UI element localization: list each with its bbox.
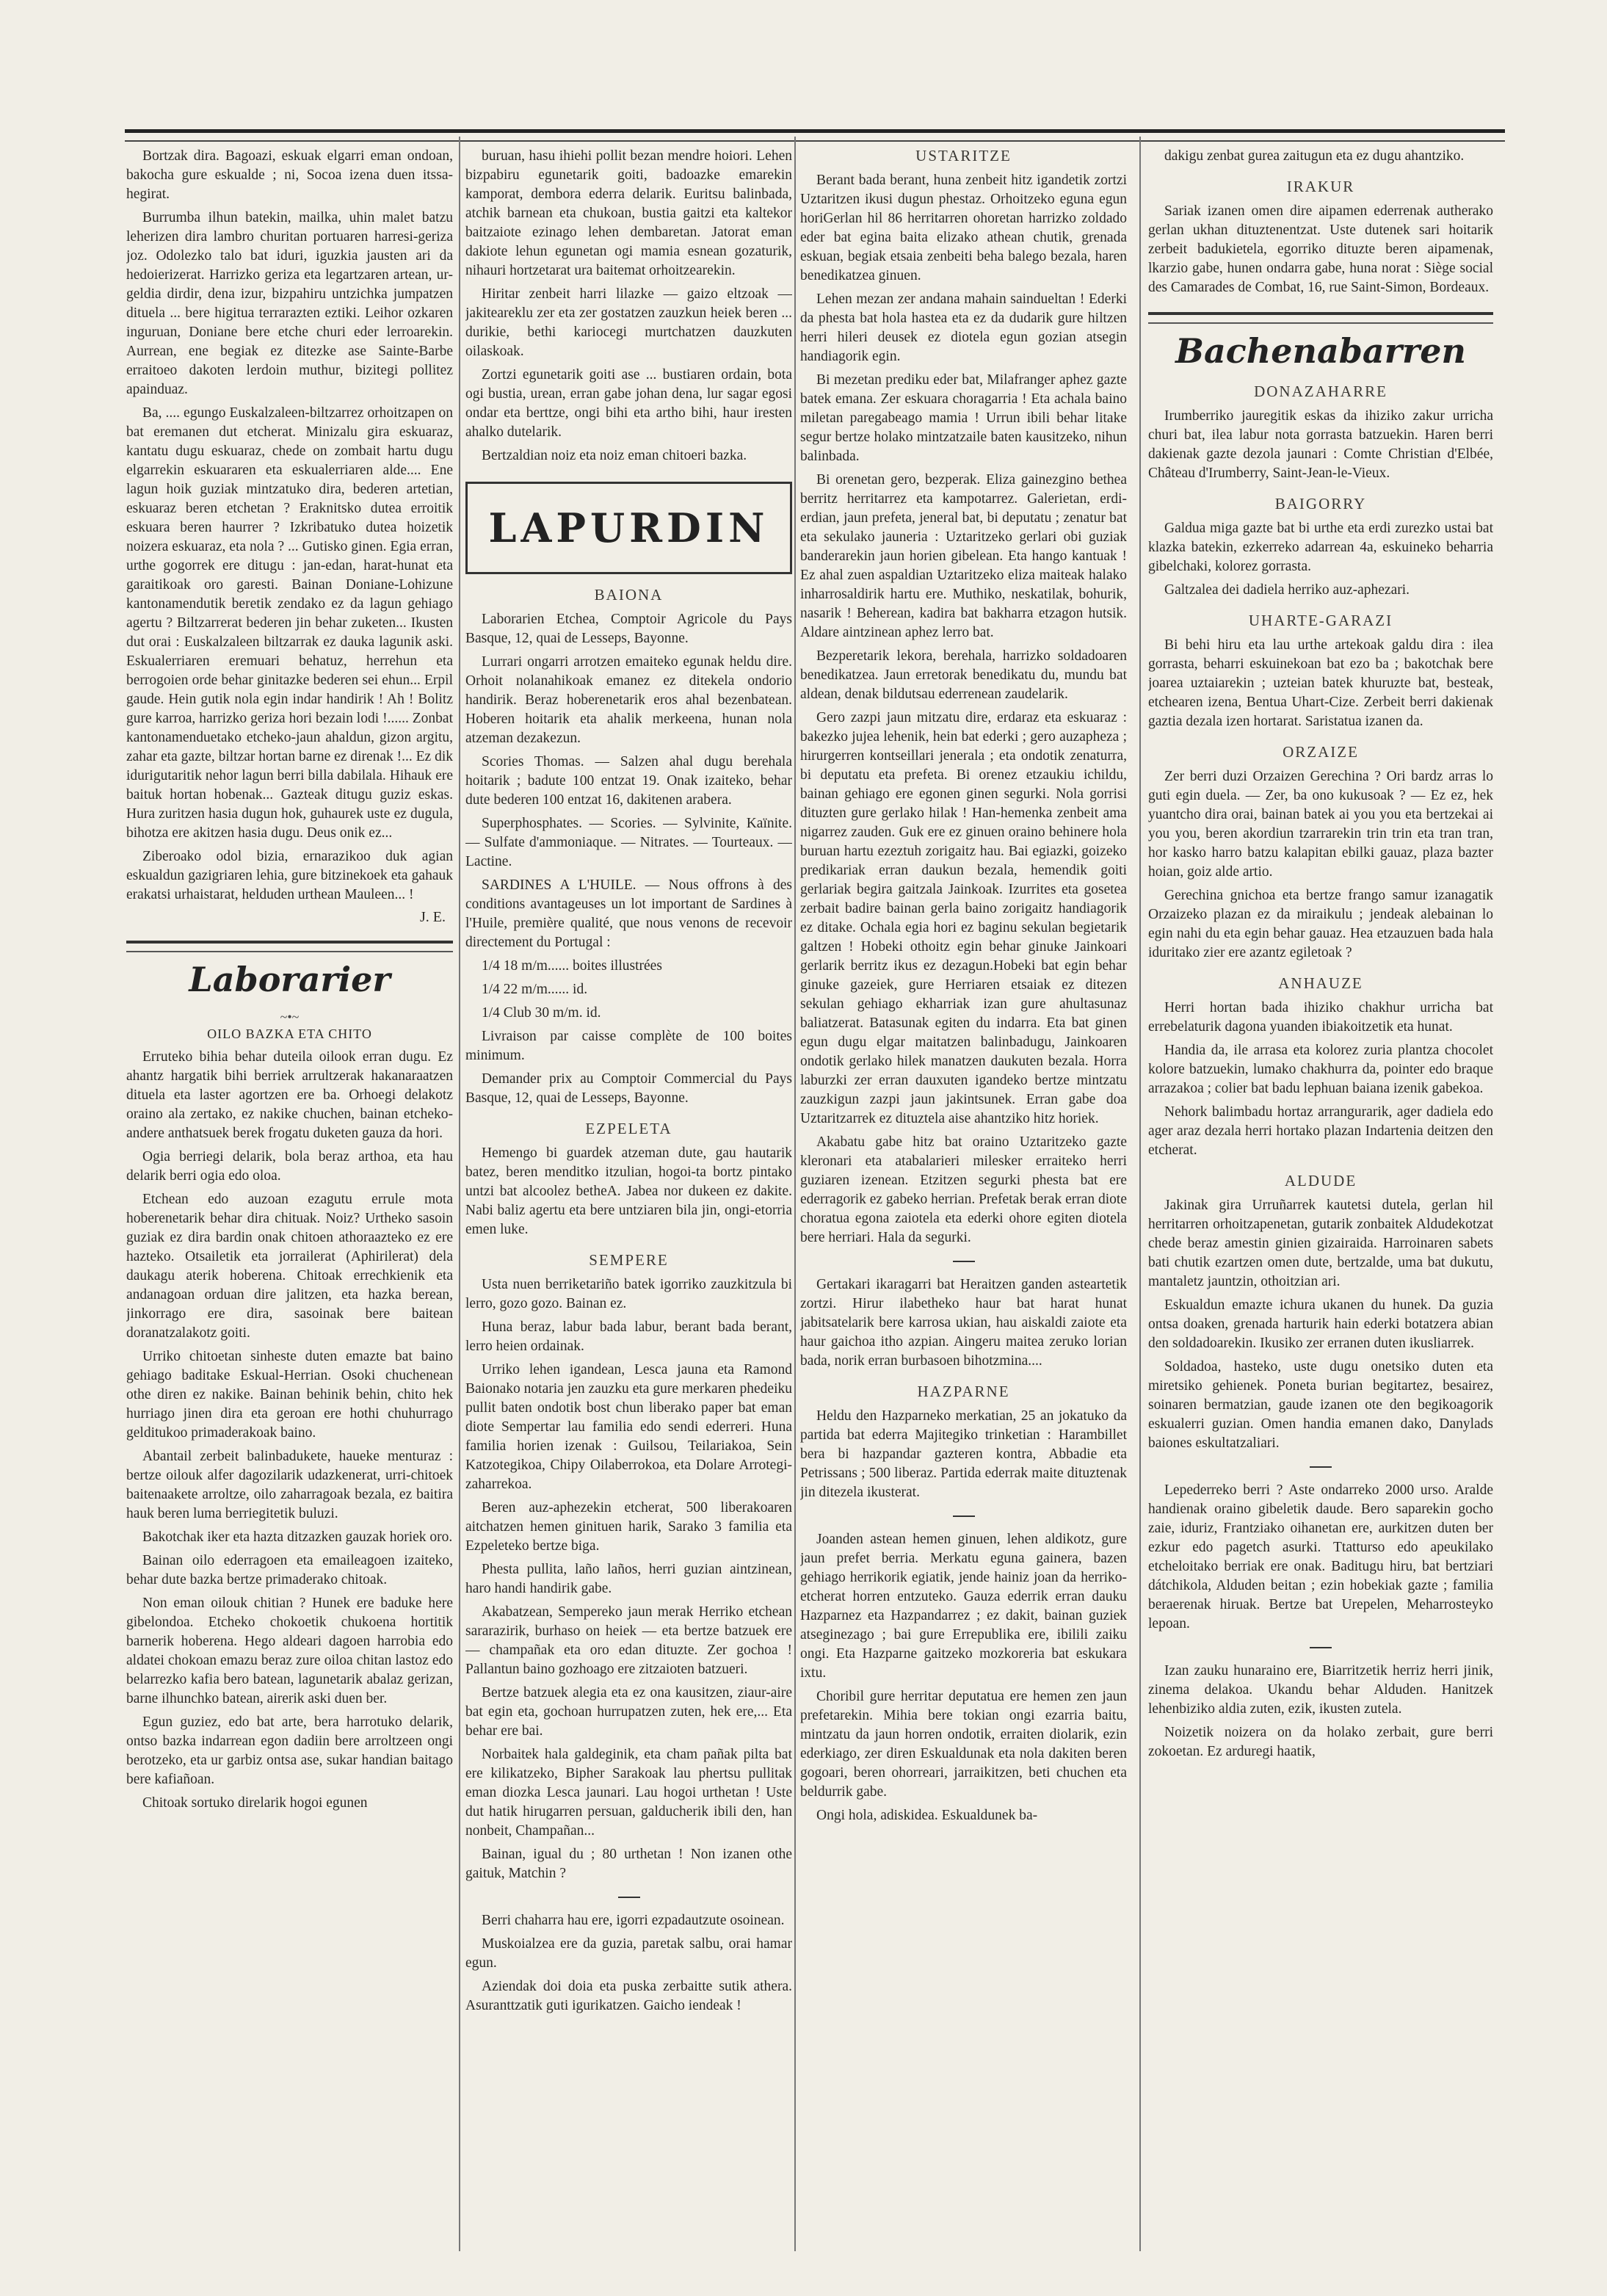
paragraph: Abantail zerbeit balinbadukete, haueke menturaz : bertze oilouk alfer dagozilarik udazkenerat, urri-chitoek baitenaakete arroltze, oilo zaharragoak bezala, ez baitira hauk beren luma berriegitetik buluzi. [126, 1449, 453, 1521]
paragraph: Izan zauku hunaraino ere, Biarritzetik herriz herri jinik, zinema delakoa. Ukandu behar Alduden. Hanitzek lehenbiziko aldia zuten, ezik, ikusten zutela. [1148, 1663, 1493, 1717]
separator [953, 1515, 975, 1517]
paragraph: Scories Thomas. — Salzen ahal dugu berehala hoitarik ; badute 100 entzat 19. Onak izaiteko, behar dute bederen 100 entzat 16, dakitenen arabera. [465, 754, 792, 808]
paragraph: Nehork balimbadu hortaz arrangurarik, ager dadiela edo ager araz dezala herri hortako plazan Indartenia deitzen den etcherat. [1148, 1104, 1493, 1158]
paragraph: Phesta pullita, laño laños, herri guzian aintzinean, haro handi handirik gabe. [465, 1562, 792, 1596]
column-3 [800, 147, 1127, 2261]
price-line: 1/4 22 m/m...... id. [482, 982, 588, 997]
place-heading-anhauze: ANHAUZE [1278, 974, 1363, 992]
place-heading-uharte-garazi: UHARTE-GARAZI [1248, 612, 1393, 629]
paragraph: Bi mezetan prediku eder bat, Milafranger aphez gazte batek emana. Zer eskuara choragarria ! Eta achala baino miletan paregabeago mamia ! Urrun ibili behar litake segur bertze holako mintzatzaile baten kausitzeko, nihun balinbada. [800, 372, 1127, 464]
paragraph: SARDINES A L'HUILE. — Nous offrons à des conditions avantageuses un lot important de Sardines à l'Huile, première qualité, que nous venons de recevoir directement du Portugal : [465, 877, 792, 950]
paragraph: Muskoialzea ere da guzia, paretak salbu, orai hamar egun. [465, 1936, 792, 1971]
ornament-icon: ~•~ [280, 1010, 300, 1024]
paragraph: dakigu zenbat gurea zaitugun eta ez dugu ahantziko. [1164, 148, 1465, 164]
top-rule [125, 129, 1505, 142]
paragraph: Burrumba ilhun batekin, mailka, uhin malet batzu leherizen dira lambro churitan portuaren harresi-geriza joz. Odolezko talo bat iduri, iguzkia jausten ari da hedoierizerat. Harrizko geriza eta legartzaren artean, ur-geldia dirdir, dena izur, bizpahiru untzichka jumpatzen dituela ... bere higitua terrarazten eztiki. Leihor ozkaren inguruan, Doniane bere etche churi eder lerroarekin. Aurrean, ene begiak ez ditezke ase Sainte-Barbe erraitoeo dakoten lerdoin muthur, bizitegi pollitez apainduaz. [126, 210, 453, 397]
paragraph: Bertzaldian noiz eta noiz eman chitoeri bazka. [482, 448, 747, 463]
article-heading: OILO BAZKA ETA CHITO [207, 1026, 372, 1041]
paragraph: Gertakari ikaragarri bat Heraitzen ganden asteartetik zortzi. Hirur ilabetheko haur bat harat hunat jabitsatelarik bere karrosa ukian, hau aiskaldi zaiote eta haur gaichoa itho azpian. Aingeru maitea zeruko lorian bada, norik erran burbasoen bihotzmina.... [800, 1277, 1127, 1369]
separator [1310, 1647, 1332, 1648]
paragraph: Demander prix au Comptoir Commercial du Pays Basque, 12, quai de Lesseps, Bayonne. [465, 1071, 792, 1106]
paragraph: Joanden astean hemen ginuen, lehen aldikotz, gure jaun prefet berria. Merkatu eguna gainera, bazen gehiago herrikorik egiatik, jende hainiz joan da herriko-etcherat horren entzuteko. Gauza ederrik erran dauku Hazparnez eta Hazpandarrez ; ez dakit, bainan guziek atseginezago ; bai gure Errepublika ere, ibilili zaiku ongi. Eta Hazparne gaitzeko mozkoreria bat eskukara ixtu. [800, 1532, 1127, 1681]
price-line: 1/4 Club 30 m/m. id. [482, 1005, 601, 1021]
paragraph: Herri hortan bada ihiziko chakhur urricha bat errebelaturik dagona yuanden ibiakoitzetik eta hunat. [1148, 1000, 1493, 1035]
paragraph: Urriko lehen igandean, Lesca jauna eta Ramond Baionako notaria jen zauzku eta gure merkaren phedeiku pullit baten ondotik bost chun liberako paper bat eman diote Sempertar lau familia edo sendi ederreri. Huna familia horien izenak : Guilsou, Teilariakoa, Sein Katzotegikoa, Chipy Oilaberrokoa, eta Dolare Arrotegi-zaharrekoa. [465, 1362, 792, 1492]
paragraph: Ongi hola, adiskidea. Eskualdunek ba- [816, 1808, 1038, 1823]
paragraph: Etchean edo auzoan ezagutu errule mota hoberenetarik behar dira chituak. Noiz? Urtheko sasoin guziak ez dira bardin onak chitoen athoraazteko ez ere hazteko. Otsailetik eta jorrailerat (Aphirilerat) dela daukagu aterik hoberena. Chitoak errechkienik eta andanagoan orduan dire jalitzen, eta hazka berean, jinkorrago ere dira, sasoinak bere baitean doranatzalakotz goiti. [126, 1192, 453, 1341]
paragraph: Bi orenetan gero, bezperak. Eliza gainezgino bethea berritz herritarrez eta kampotarrez. Galerietan, erdi-erdian, jaun prefeta, jeneral bat, bi deputatu ; zenatur bat eta sekulako jauneria : Uztaritzeko gerlari obi guziak banderarekin jaun horien gibelean. Eta hango kantuak ! Ez ahal zuen aspaldian Uztaritzeko eliza maiteak halako inharrosaldirik hartu ere. Muthiko, neskatilak, bohurik, nasarik ! Beherean, kadira bat bakharra etzagon hutsik. Aldare aintzinean aphez lerro bat. [800, 472, 1127, 640]
paragraph: Galdua miga gazte bat bi urthe eta erdi zurezko ustai bat klazka batekin, ezkerreko adarrean 4a, eskuineko beharria gibelchaki, kolorez gorrasta. [1148, 521, 1493, 574]
paragraph: Urriko chitoetan sinheste duten emazte bat baino gehiago baditake Eskual-Herrian. Osoki chuchenean othe diren ez nakike. Bainan behinik behin, chito hek hurriago jinen dira eta geroan ere hothi chuhurrago gelditukoo primaderakoak baino. [126, 1349, 453, 1441]
paragraph: Noizetik noizera on da holako zerbait, gure berri zokoetan. Ez arduregi haatik, [1148, 1725, 1493, 1759]
separator [953, 1261, 975, 1262]
place-heading-donazaharre: DONAZAHARRE [1254, 383, 1387, 400]
paragraph: Handia da, ile arrasa eta kolorez zuria plantza chocolet kolore batzuekin, lumako chakhurra da, pointer edo braque arrazakoa ; colier bat badu lephuan baiana izenik gabekoa. [1148, 1043, 1493, 1096]
paragraph: Akabatzean, Sempereko jaun merak Herriko etchean sararazirik, burhaso on heiek — eta bertze batzuek ere — champañak eta oro edan dituzte. Zer gochoa ! Pallantun baino gozhoago ere zitzaioten batzueri. [465, 1604, 792, 1677]
paragraph: Beren auz-aphezekin etcherat, 500 liberakoaren aitchatzen hemen ginituen harik, Sarako 3 familia eta Ezpeleteko bertze biga. [465, 1500, 792, 1554]
paragraph: Heldu den Hazparneko merkatian, 25 an jokatuko da partida bat ederra Majitegiko trinketian : Harambillet bera bi hazpandar gazteren kontra, Abbadie eta Petrissans ; 500 liberaz. Partida ederrak maite dituztenak jin ditezela ikusterat. [800, 1408, 1127, 1500]
paragraph: Superphosphates. — Scories. — Sylvinite, Kaïnite. — Sulfate d'ammoniaque. — Nitrates. — Tourteaux. — Lactine. [465, 816, 792, 869]
paragraph: Soldadoa, hasteko, uste dugu onetsiko duten eta miretsiko gehienek. Poneta burian begitartez, besairez, soinaren bermatzian, gaude izanen ote den begikoagorik eskualerri guzian. Omen handia emanen dako, Danylads baiones eskultatzaliari. [1148, 1359, 1493, 1451]
paragraph: buruan, hasu ihiehi pollit bezan mendre hoiori. Lehen bizpabiru egunetarik goiti, badoazke emarekin kamporat, dembora ederra delarik. Euritsu balinbada, atchik barnean eta chukoan, bustia gaitzi eta kaltekor baitzaiote ezinago lehen dembaretan. Jatorat eman dakiote lehun egunetan ogi mamia esnean gozaturik, nihauri hortzetarat ura baitemat orhoitzearekin. [465, 148, 792, 278]
paragraph: Hiritar zenbeit harri lilazke — gaizo eltzoak — jakiteareklu zer eta zer gostatzen zauzkun heiek beren ... durikie, bethi kariocegi murtchatzen dauzkuten oilaskoak. [465, 286, 792, 359]
paragraph: Gerechina gnichoa eta bertze frango samur izanagatik Orzaizeko plazan ez da miraikulu ; jendeak alebainan lo egin nahi du eta egin behar gauaz. Hea etzauzuen bada hala iduritako zier ere azantz egiletoak ? [1148, 888, 1493, 960]
section-rule [1148, 312, 1493, 324]
paragraph: Lepederreko berri ? Aste ondarreko 2000 urso. Aralde handienak oraino gibeletik daude. Bero saparekin gocho zaie, iduriz, Frantziako oihanetan ere, aurkitzen duten ber ezkur edo pagetch asurki. Ttatturso edo apeukilako etcheloitako berriak ere onak. Baditugu hiru, bat bertziari dátchikola, Alduden beitan ; ezin hobekiak gazte ; familia beraerenak hiruak. Bertze bat Urepelen, Meharrosteyko lepoan. [1148, 1482, 1493, 1632]
paragraph: Irumberriko jauregitik eskas da ihiziko zakur urricha churi bat, ilea labur nota gorrasta batzuekin. Haren berri dakienak gazte dezola jaunari : Comte Christian d'Elbée, Château d'Irumberry, Saint-Jean-le-Vieux. [1148, 408, 1493, 481]
paragraph: Galtzalea dei dadiela herriko auz-aphezari. [1164, 582, 1410, 598]
paragraph: Zer berri duzi Orzaizen Gerechina ? Ori bardz arras lo guti egin duela. — Zer, ba ono kukusoak ? — Ez ez, hek yuantcho dira orai, bainan batek ai you you eta bertzekai ai you you, beren akordiun tzarrarekin trin trin eta tran tran, hor kasko harro batzu kalapitan ebilki gauaz, plaza bazter hoian, goiz alde artio. [1148, 769, 1493, 880]
place-heading-sempere: SEMPERE [589, 1251, 669, 1269]
paragraph: Berri chaharra hau ere, igorri ezpadautzute osoinean. [482, 1913, 785, 1928]
paragraph: Erruteko bihia behar duteila oilook erran dugu. Ez ahantz hargatik bihi berriek arrultzerak hakanaraatzen dituela eta laster agortzen ere ba. Orhoegi delakotz oraino ala zertako, ez nakike chuchen, bainan etcheko-andere anthatsuek berek frogatu duketen gauza da hori. [126, 1049, 453, 1141]
paragraph: Egun guziez, edo bat arte, bera harrotuko delarik, ontso bazka indarrean egon dadiin bere arroltzeen ongi berotzeko, eta ur garbiz ontsa ase, sukar handian baitago bere kafiañoan. [126, 1714, 453, 1787]
place-heading-irakur: IRAKUR [1286, 178, 1355, 195]
paragraph: Norbaitek hala galdeginik, eta cham pañak pilta bat ere kilikatzeko, Bipher Sarakoak lau phertsu pullitak eman diozka Lesca jaunari. Lau hogoi urthetan ! Uste dut hatik hirugarren persuan, galducherik ibili den, han nonbeit, Champañan... [465, 1747, 792, 1839]
paragraph: Usta nuen berriketariño batek igorriko zauzkitzula bi lerro, gozo gozo. Bainan ez. [465, 1277, 792, 1311]
paragraph: Choribil gure herritar deputatua ere hemen zen jaun prefetarekin. Mihia bere tokian ongi ezarria baitu, mintzatu da jaun horren ondotik, erraiten diolarik, ezin ederkiago, zer diren Eskualdunak eta nola dakiten beren gogoari, beren ohorreari, jarraikitzen, beti chuchen eta beldurrik gabe. [800, 1689, 1127, 1800]
column-1 [126, 147, 453, 2261]
paragraph: Livraison par caisse complète de 100 boites minimum. [465, 1029, 792, 1063]
section-rule [126, 941, 453, 952]
paragraph: Laborarien Etchea, Comptoir Agricole du Pays Basque, 12, quai de Lesseps, Bayonne. [465, 612, 792, 646]
column-rule [1139, 137, 1141, 2251]
place-heading-baigorry: BAIGORRY [1274, 495, 1367, 513]
paragraph: Bi behi hiru eta lau urthe artekoak galdu dira : ilea gorrasta, beharri eskuinekoan bat ezo ba ; bakotchak bere joarea uztaiarekin ; uzteian batek khuruzte bat, besteak, etchearen izena, Bentua Uhart-Cize. Zerbeit berri dakienak gaztia dezala izen hortarat. Saristatua izanen da. [1148, 637, 1493, 729]
paragraph: Hemengo bi guardek atzeman dute, gau hautarik batez, beren menditko itzulian, hogoi-ta bortz pintako untzi bat alcoolez betheA. Jabea nor dukeen ez dakite. Nabi baliz agertu eta bere untziaren bila jin, ongi-etorria emen luke. [465, 1145, 792, 1237]
place-heading-aldude: ALDUDE [1284, 1172, 1357, 1189]
paragraph: Zortzi egunetarik goiti ase ... bustiaren ordain, bota ogi bustia, urean, erran gabe johan dena, lur sagar egosi ondar eta berttze, ongi bihi eta artho bihi, haur iresten ahalko dutelarik. [465, 367, 792, 440]
column-2 [465, 147, 792, 2261]
price-line: 1/4 18 m/m...... boites illustrées [482, 958, 662, 974]
paragraph: Huna beraz, labur bada labur, berant bada berant, lerro heien ordainak. [465, 1319, 792, 1354]
paragraph: Bezperetarik lekora, berehala, harrizko soldadoaren benedikatzea. Jaun erretorak benedikatu du, mundu bat aldean, denak bildutsau ederrenean zaudelarik. [800, 648, 1127, 702]
place-heading-ustaritze: USTARITZE [915, 147, 1012, 164]
paragraph: Chitoak sortuko direlarik hogoi egunen [142, 1795, 368, 1811]
paragraph: Berant bada berant, huna zenbeit hitz igandetik zortzi Uztaritzen ikusi dugun phestaz. Orhoitzeko eguna egun horiGerlan hil 86 herritarren ohoretan harrizko zoldado eder bat egina baita elizako athean chutik, grenada eskuan, begiak etsaia zenbeiti beha balego bezala, haren benedikatzea ginuen. [800, 173, 1127, 283]
separator [618, 1897, 640, 1898]
separator [1310, 1466, 1332, 1468]
paragraph: Ba, .... egungo Euskalzaleen-biltzarrez orhoitzapen on bat eremanen dut etcherat. Minizalu gira eskuaraz, kantatu dugu eskuaraz, chede on zombait hartu dugu elgarrekin eskuararen eta eskualerriaren alde.... Ene lagun hoik guziak mintzatuko dira, bederen artetian, eskuaraz beren etchetan ? Eraknitsko dutea erroitik eskuara beren haurrer ? Izkribatuko dutea hoizetik noizera eskuaraz, eta nola ? ... Gutisko ginen. Egia erran, urthe gogorrek ere ditugu : jan-edan, harat-hunat eta garaitikoak oro garesti. Bainan Doniane-Lohizune kantonamendutik beretik zendako ez da lagun gehiago agertu ? Biltzarrerat bederen jin behar zuketen... Ikusten dut orai : Euskalzaleen biltzarrak ez dauka lagunik aski. Eskualerriaren eremuari behatuz, herrehun eta berrogoien orde behar ginitazke bederen sei ehun... Erpil gaude. Hein gutik nola egin indar handirik ! Ah ! Bolitz gure karroa, harrizko geriza hori bezain lodi !...... Zonbat kantonamenduetako etcheko-jaun ahaldun, gizon argitu, zahar eta gazte, biltzar hortan barne ez direnak !... Ez dik idurigutaritik nehor lagun berri billa dabilala. Hihauk ere baituk hortan hobenak... Gazteak ditugu guziz eskas. Hura zuritzen hasia dugun hok, guhaurek uste ez dugula, bihotza ere akitzen hasia dugu. Deus onik ez... [126, 405, 453, 841]
paragraph: Akabatu gabe hitz bat oraino Uztaritzeko gazte kleronari eta atabalarieri milesker erraiteko herri guziaren izenean. Etzitzen segurki phesta bat ere ederragorik ez gabeko herrian. Prefetak berak erran diote choratua egona zaiotela eta ederki ohore egiten diotela bere herriari. Hala da segurki. [800, 1134, 1127, 1245]
paragraph: Bakotchak iker eta hazta ditzazken gauzak horiek oro. [142, 1529, 453, 1545]
section-title-laborarier: Laborarier [189, 960, 391, 999]
paragraph: Ziberoako odol bizia, ernarazikoo duk agian eskualdun gazigriaren lehia, gure bitzinekoek eta gahauk erakatsi urhaistarat, helduden urthean Mauleen... ! [126, 849, 453, 902]
section-title-box [465, 482, 792, 574]
section-title-lapurdin: LAPURDIN [488, 504, 769, 551]
column-4 [1148, 147, 1493, 2261]
place-heading-baiona: BAIONA [594, 586, 664, 604]
place-heading-ezpeleta: EZPELETA [585, 1120, 672, 1137]
paragraph: Bainan oilo ederragoen eta emaileagoen izaiteko, behar dute bazka bertze primaderako chitoak. [126, 1553, 453, 1587]
place-heading-hazparne: HAZPARNE [917, 1383, 1010, 1400]
paragraph: Lehen mezan zer andana mahain saindueltan ! Ederki da phesta bat hola hastea eta ez da dudarik gure hiltzen herri hileri deusek ez diotela egun gozian atsegin handiagorik egin. [800, 291, 1127, 364]
column-rule [794, 137, 796, 2251]
section-title-bachenabarren: Bachenabarren [1175, 331, 1466, 371]
paragraph: Sariak izanen omen dire aipamen ederrenak autherako gerlan ukhan dituztenentzat. Uste dutenek sari hoitarik zerbeit badukietela, egorriko dituzte beren aipamenak, lkarzio gabe, hunen ondarra gabe, huna norat : Siège social des Camarades de Combat, 16, rue Saint-Simon, Bordeaux. [1148, 203, 1493, 295]
paragraph: Eskualdun emazte ichura ukanen du hunek. Da guzia ontsa doaken, grenada harturik hain ederki botatzera abian den soldadoarekin. Ikusiko zer erranen duten ikusliarrek. [1148, 1297, 1493, 1351]
paragraph: Non eman oilouk chitian ? Hunek ere baduke here gibelondoa. Etcheko chokoetik chukoena hortitik barnerik hoberena. Hego aldeari dagoen harrobia edo aldatei chokoan emazu beraz zure oiloa chitan lastoz edo belarrezko kafia bero batean, lagunetarik abalaz gerizan, barne ilhunchko batean, airerik aski duen ber. [126, 1596, 453, 1706]
paragraph: Jakinak gira Urruñarrek kautetsi dutela, gerlan hil herritarren orhoitzapenetan, gutarik zonbaitek Aldudekotzat chede beraz amestin ginien gizairaida. Harroinaren sabets bati chutik ezartzen omen dute, bertzalde, uma bat dukutu, mantaletz jauntzin, othoitzian ari. [1148, 1198, 1493, 1289]
paragraph: Lurrari ongarri arrotzen emaiteko egunak heldu dire. Orhoit nolanahikoak emanez ez ditekela ondorio handirik. Beraz hoberenetarik eros ahal bezenbatean. Hoberen hoitarik eta ahalik merkeena, hunan nola atzeman dezakezun. [465, 654, 792, 746]
paragraph: Bertze batzuek alegia eta ez ona kausitzen, ziaur-aire bat egin eta, gochoan hurrupatzen zuten, hek ere,... Eta behar ere bai. [465, 1685, 792, 1739]
paragraph: Aziendak doi doia eta puska zerbaitte sutik athera. Asuranttzatik guti igurikatzen. Gaicho iendeak ! [465, 1979, 792, 2013]
paragraph: Bainan, igual du ; 80 urthetan ! Non izanen othe gaituk, Matchin ? [465, 1847, 792, 1881]
paragraph: Gero zazpi jaun mitzatu dire, erdaraz eta eskuaraz : bakezko jujea lehenik, hein bat ederki ; gero auzapheza ; hirurgerren kontseillari jenerala ; eta ondotik zenaturra, bi deputatu eta prefeta. Bi orenez etzaukiu ichildu, bainan gehiago ere egonen ginen segurki. Nola gorrisi dituzten gure gerlako hilak ! Han-hemenka zenbeit ama nigarrez zauden. Guk ere ez ginuen oraino behinere hola buruan hartu ezeztuh zorigaitz hau. Bai egiazki, goizeko predikariak erran daukun bezala, hemendik goiti gerlariak begira gaitzala Jainkoak. Izurrites eta gosetea zerbait badire bainan gerla baino zorigaitz handiagorik ez ditake. Ochala egia hori ez baginu sekulan begietarik galtzen ! Hobeki othoitz egin behar ginuke Jainkoari gerlarik berritz ikus ez dezagun.Hobeki bat egin behar ginuke gazeiek, gure Herriaren etsaiak ez ditezen sekulan gehiago ekharriak izan gure ahultasunaz baliatzerat. Batasunak egiten du indarra. Eta bat ginen egun dugu elgar maitatzen balinbadugu, Jainkoaren ondotik gerlako hilek manatzen daukuten bezala. Horra laburzki zer erran dauxuten igandeko bertze mintzatu zauzkigun zazpi jaun jakintsunek. Erran gabe doa Uztaritzarrek ez dituztela aise ahantziko hitz horiek. [800, 710, 1127, 1126]
place-heading-orzaize: ORZAIZE [1283, 743, 1359, 761]
column-rule [459, 137, 460, 2251]
paragraph: Bortzak dira. Bagoazi, eskuak elgarri eman ondoan, bakocha gure eskualde ; ni, Socoa izena duen itssa-hegirat. [126, 148, 453, 202]
paragraph: Ogia berriegi delarik, bola beraz arthoa, eta hau delarik berri ogia edo oloa. [126, 1149, 453, 1184]
signature: J. E. [420, 909, 446, 925]
